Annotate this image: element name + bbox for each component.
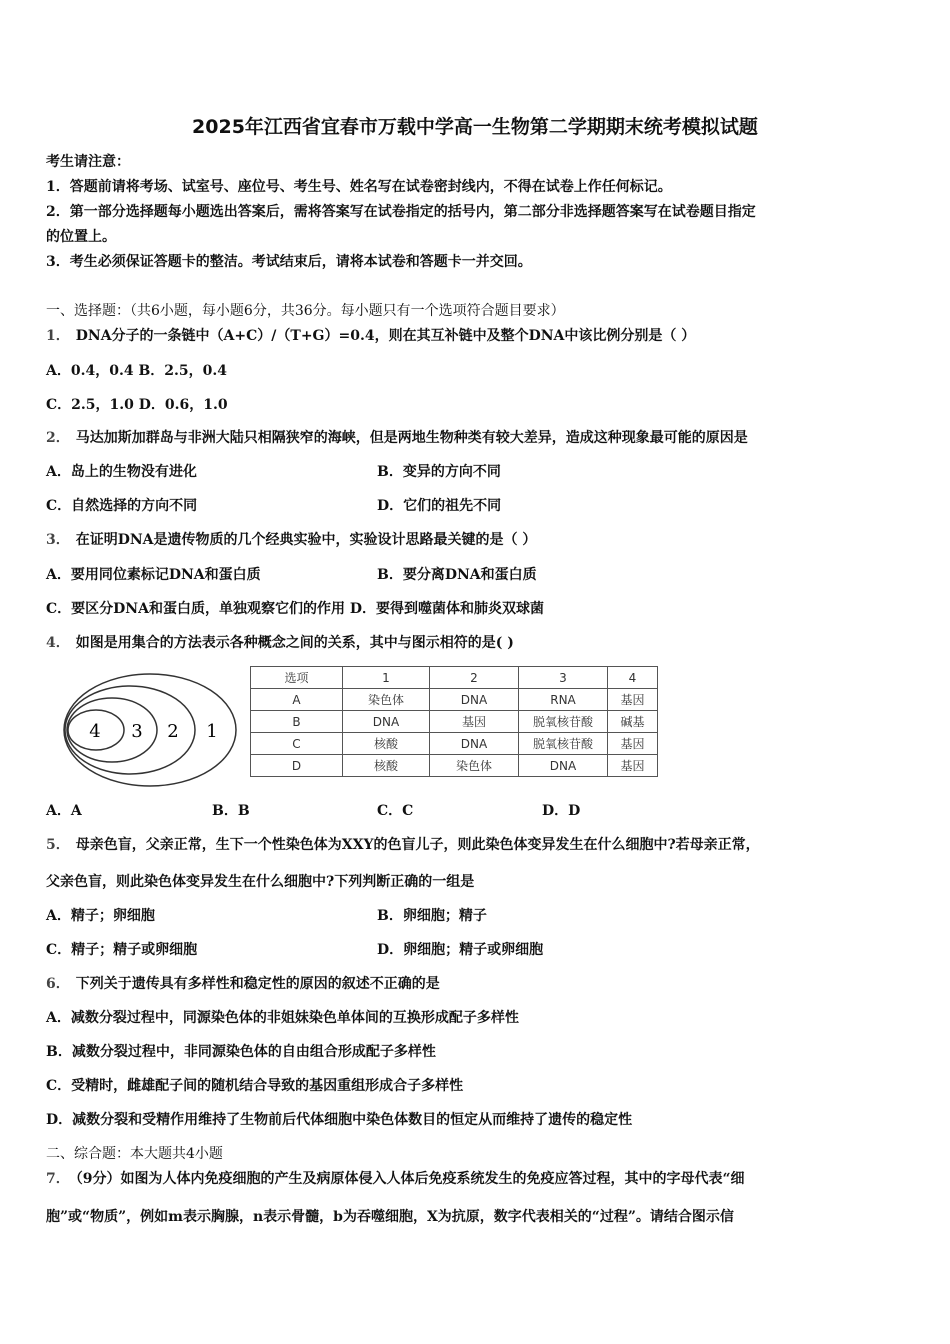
option-c-d: C．要区分DNA和蛋白质，单独观察它们的作用 D．要得到噬菌体和肺炎双球菌 bbox=[46, 601, 544, 617]
option-a: A．减数分裂过程中，同源染色体的非姐妹染色单体间的互换形成配子多样性 bbox=[46, 1010, 519, 1026]
question-4 bbox=[46, 633, 514, 653]
question-7-cont: 胞”或“物质”，例如m表示胸腺，n表示骨髓，b为吞噬细胞，X为抗原，数字代表相关的“过程”。请结合图示信 bbox=[46, 1209, 734, 1225]
question-number: 2． bbox=[46, 430, 70, 446]
table-cell: DNA bbox=[519, 755, 608, 777]
table-cell: 碱基 bbox=[608, 711, 658, 733]
section-heading: 二、综合题：本大题共4小题 bbox=[46, 1146, 223, 1162]
table-cell: RNA bbox=[519, 689, 608, 711]
table-cell: 核酸 bbox=[343, 755, 430, 777]
table-cell: C bbox=[251, 733, 343, 755]
table-cell: 染色体 bbox=[430, 755, 519, 777]
option-c: C．自然选择的方向不同 bbox=[46, 498, 198, 514]
table-cell: D bbox=[251, 755, 343, 777]
option-d: D．它们的祖先不同 bbox=[377, 498, 502, 514]
table-header-cell: 4 bbox=[608, 667, 658, 689]
question-text: 马达加斯加群岛与非洲大陆只相隔狭窄的海峡，但是两地生物种类有较大差异，造成这种现象最可能的原因是 bbox=[75, 430, 748, 446]
option-d: D．卵细胞；精子或卵细胞 bbox=[377, 942, 544, 958]
table-cell: A bbox=[251, 689, 343, 711]
option-a: A．精子；卵细胞 bbox=[46, 908, 155, 924]
venn-diagram bbox=[60, 670, 240, 790]
notice-heading: 考生请注意： bbox=[46, 154, 130, 170]
question-6 bbox=[46, 974, 440, 994]
table-cell: DNA bbox=[430, 733, 519, 755]
table-header-cell: 选项 bbox=[251, 667, 343, 689]
question-number: 7． bbox=[46, 1171, 70, 1187]
table-cell: DNA bbox=[343, 711, 430, 733]
option-b: B．要分离DNA和蛋白质 bbox=[377, 567, 537, 583]
question-text: 如图是用集合的方法表示各种概念之间的关系，其中与图示相符的是( ) bbox=[75, 635, 514, 651]
question-number: 5． bbox=[46, 837, 70, 853]
question-5 bbox=[46, 835, 760, 855]
option-c: C．受精时，雌雄配子间的随机结合导致的基因重组形成合子多样性 bbox=[46, 1078, 464, 1094]
question-number: 1． bbox=[46, 328, 70, 344]
venn-label-3: 3 bbox=[131, 721, 143, 742]
question-text: 下列关于遗传具有多样性和稳定性的原因的叙述不正确的是 bbox=[75, 976, 440, 992]
venn-ellipse-3 bbox=[67, 698, 157, 762]
table-cell: DNA bbox=[430, 689, 519, 711]
notice-item: 的位置上。 bbox=[46, 229, 116, 245]
table-cell: 染色体 bbox=[343, 689, 430, 711]
option-b: B．减数分裂过程中，非同源染色体的自由组合形成配子多样性 bbox=[46, 1044, 436, 1060]
option-c: C．C bbox=[377, 803, 414, 819]
option-a: A．A bbox=[46, 803, 82, 819]
table-cell: 脱氧核苷酸 bbox=[519, 711, 608, 733]
option-d: D．减数分裂和受精作用维持了生物前后代体细胞中染色体数目的恒定从而维持了遗传的稳定性 bbox=[46, 1112, 633, 1128]
question-2 bbox=[46, 428, 748, 448]
venn-label-4: 4 bbox=[89, 721, 101, 742]
notice-item: 2．第一部分选择题每小题选出答案后，需将答案写在试卷指定的括号内，第二部分非选择题答案写在试卷题目指定 bbox=[46, 204, 756, 220]
table-cell: 基因 bbox=[608, 689, 658, 711]
notice-item: 1．答题前请将考场、试室号、座位号、考生号、姓名写在试卷密封线内，不得在试卷上作任何标记。 bbox=[46, 179, 672, 195]
table-cell: B bbox=[251, 711, 343, 733]
table-header-cell: 2 bbox=[430, 667, 519, 689]
option-c: C．精子；精子或卵细胞 bbox=[46, 942, 198, 958]
question-5-cont: 父亲色盲，则此染色体变异发生在什么细胞中?下列判断正确的一组是 bbox=[46, 874, 475, 890]
table-cell: 核酸 bbox=[343, 733, 430, 755]
question-text: DNA分子的一条链中（A+C）/（T+G）=0.4，则在其互补链中及整个DNA中该比例分别是（ ） bbox=[75, 328, 696, 344]
question-number: 6． bbox=[46, 976, 70, 992]
option-a: A．岛上的生物没有进化 bbox=[46, 464, 197, 480]
concept-table bbox=[250, 666, 658, 777]
question-3 bbox=[46, 530, 536, 550]
option-b: B．卵细胞；精子 bbox=[377, 908, 487, 924]
question-text: 在证明DNA是遗传物质的几个经典实验中，实验设计思路最关键的是（ ） bbox=[75, 532, 537, 548]
table-row bbox=[251, 733, 658, 755]
notice-item: 3．考生必须保证答题卡的整洁。考试结束后，请将本试卷和答题卡一并交回。 bbox=[46, 254, 532, 270]
table-cell: 基因 bbox=[430, 711, 519, 733]
question-text: 母亲色盲，父亲正常，生下一个性染色体为XXY的色盲儿子，则此染色体变异发生在什么细胞中?若母亲正常， bbox=[75, 837, 760, 853]
table-cell: 脱氧核苷酸 bbox=[519, 733, 608, 755]
table-row bbox=[251, 755, 658, 777]
option-b: B．变异的方向不同 bbox=[377, 464, 501, 480]
section-heading: 一、选择题：（共6小题，每小题6分，共36分。每小题只有一个选项符合题目要求） bbox=[46, 303, 565, 319]
table-row bbox=[251, 711, 658, 733]
venn-label-1: 1 bbox=[206, 721, 218, 742]
option-d: D．D bbox=[542, 803, 581, 819]
question-7 bbox=[46, 1169, 745, 1189]
question-number: 3． bbox=[46, 532, 70, 548]
q1-options-row: C．2.5，1.0 D．0.6，1.0 bbox=[46, 397, 228, 413]
page-title: 2025年江西省宜春市万载中学高一生物第二学期期末统考模拟试题 bbox=[192, 116, 758, 138]
question-1 bbox=[46, 326, 695, 346]
table-header-cell: 3 bbox=[519, 667, 608, 689]
question-number: 4． bbox=[46, 635, 70, 651]
table-row bbox=[251, 689, 658, 711]
table-header-row bbox=[251, 667, 658, 689]
question-text: （9分）如图为人体内免疫细胞的产生及病原体侵入人体后免疫系统发生的免疫应答过程，其中的字母代表“细 bbox=[75, 1171, 745, 1187]
table-cell: 基因 bbox=[608, 755, 658, 777]
table-cell: 基因 bbox=[608, 733, 658, 755]
venn-label-2: 2 bbox=[167, 721, 179, 742]
option-b: B．B bbox=[212, 803, 250, 819]
table-header-cell: 1 bbox=[343, 667, 430, 689]
option-a: A．要用同位素标记DNA和蛋白质 bbox=[46, 567, 261, 583]
q1-options-row: A．0.4，0.4 B．2.5，0.4 bbox=[46, 363, 227, 379]
